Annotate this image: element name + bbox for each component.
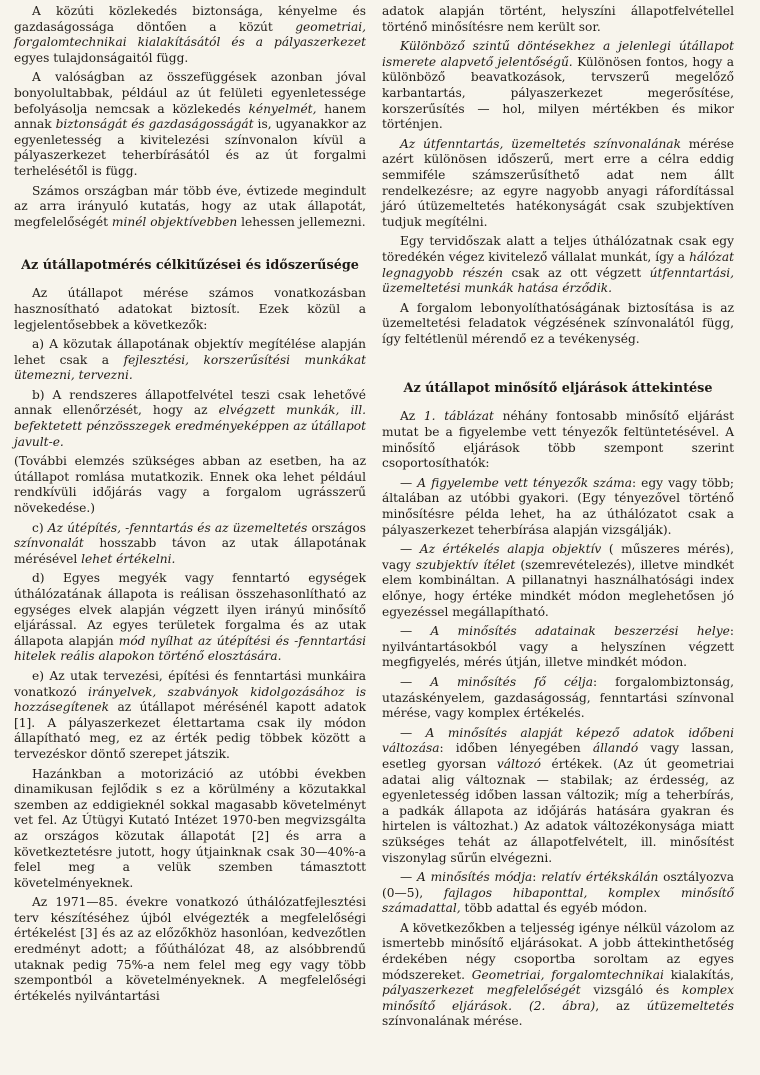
paragraph: Az útállapot mérése számos vonatkozásban hasznosítható adatokat biztosít. Ezek közül a legjelentősebbek a következők: (14, 286, 366, 332)
list-item: — Az értékelés alapja objektív ( műszeres mérés), vagy szubjektív ítélet (szemrevételezés), illetve mindkét elem kombináltan. A pillanatnyi használhatósági index előnye, hogy értéke mindkét módon meglehetősen jó egyezéssel megállapítható. (382, 542, 735, 619)
section-heading: Az útállapot minősítő eljárások áttekintése (403, 381, 713, 397)
paragraph: Különböző szintű döntésekhez a jelenlegi útállapot ismerete alapvető jelentőségű. Különösen fontos, hogy a különböző beavatkozások, tervszerű megelőző karbantartás, pályaszerkezet megerősítése, korszerűsítés — hol, milyen mértékben és mikor történjen. (382, 39, 735, 132)
list-item: a) A közutak állapotának objektív megítélése alapján lehet csak a fejlesztési, korszerűsítési munkákat ütemezni, tervezni. (14, 337, 366, 383)
list-item: d) Egyes megyék vagy fenntartó egységek úthálózatának állapota is reálisan összehasonlítható az egységes elvek alapján végzett ilyen irányú minősítő eljárással. Az egyes területek forgalma és az utak állapota alapján mód nyílhat az útépítési és -fenntartási hitelek reális alapokon történő elosztására. (14, 571, 366, 664)
paragraph: A forgalom lebonyolíthatóságának biztosítása is az üzemeltetési feladatok végzésének színvonalától függ, így feltétlenül mérendő ez a tevékenység. (382, 300, 734, 346)
list-item: — A figyelembe vett tényezők száma: egy vagy több; általában az utóbbi gyakori. (Egy tényezővel történő minősítésre példa lehet, ha az úthálózatot csak a pályaszerkezet teherbírása alapján vizsgálják). (382, 475, 734, 537)
paragraph: Az 1971—85. évekre vonatkozó úthálózatfejlesztési terv készítéséhez újból elvégezték a megfelelőségi értékelést [3] és az az előzőkhöz hasonlóan, kedvezőtlen eredményt adott; a főúthálózat 48, az alsóbbrendű utaknak pedig 75%-a nem felel meg egy vagy több szempontból a követelményeknek. A megfelelőségi értékelés nyilvántartási (14, 895, 366, 1003)
paragraph: adatok alapján történt, helyszíni állapotfelvétellel történő minősítésre nem került sor. (382, 4, 734, 34)
section-heading: Az útállapotmérés célkitűzései és időszerűsége (21, 258, 359, 274)
list-item: — A minősítés fő célja: forgalombiztonság, utazáskényelem, gazdaságosság, fenntartási színvonal mérése, vagy komplex értékelés. (382, 674, 735, 721)
paragraph: Az útfenntartás, üzemeltetés színvonalának mérése azért különösen időszerű, mert erre a célra eddig semmiféle számszerűsíthető adat nem állt rendelkezésre; az egyre nagyobb anyagi ráfordítással járó útüzemeltetés hatékonyságát csak szubjektíven tudjuk megítélni. (382, 136, 734, 229)
paragraph: Hazánkban a motorizáció az utóbbi években dinamikusan fejlődik s ez a körülmény a közutakkal szemben az eddigieknél sokkal magasabb követelményt vet fel. Az Útügyi Kutató Intézet 1970-ben megvizsgálta az országos közutak állapotát [2] és arra a következtetésre jutott, hogy útjainknak csak 30—40%-a felel meg a velük szemben támasztott követelményeknek. (14, 766, 366, 890)
list-item: — A minősítés adatainak beszerzési helye: nyilvántartásokból vagy a helyszínen végzett megfigyelés, mérés útján, illetve mindkét módon. (382, 624, 734, 670)
paragraph: A következőkben a teljesség igénye nélkül vázolom az ismertebb minősítő eljárásokat. A jobb áttekinthetőség érdekében négy csoportba soroltam az egyes módszereket. Geometriai, forgalomtechnikai kialakítás, pályaszerkezet megfelelőségét vizsgáló és komplex minősítő eljárások. (2. ábra), az útüzemeltetés színvonalának mérése. (382, 920, 735, 1029)
paragraph: A közúti közlekedés biztonsága, kényelme és gazdaságossága döntően a közút geometriai, forgalomtechnikai kialakításától és a pályaszerkezet egyes tulajdonságaitól függ. (14, 4, 366, 65)
list-item: b) A rendszeres állapotfelvétel teszi csak lehetővé annak ellenőrzését, hogy az elvégzett munkák, ill. befektetett pénzösszegek eredményeképpen az útállapot javult-e. (14, 387, 367, 449)
left-column (14, 4, 366, 1075)
list-item: e) Az utak tervezési, építési és fenntartási munkáira vonatkozó irányelvek, szabványok kidolgozásához is hozzásegítenek az útállapot mérésénél kapott adatok [1]. A pályaszerkezet élettartama csak ily módon állapítható meg, ez az érték pedig többek között a tervezéskor döntő szerepet játszik. (14, 668, 366, 761)
right-column (382, 4, 734, 1075)
list-item: c) Az útépítés, -fenntartás és az üzemeltetés országos színvonalát hosszabb távon az utak állapotának mérésével lehet értékelni. (14, 520, 366, 566)
list-item: — A minősítés alapját képező adatok időbeni változása: időben lényegében állandó vagy lassan, esetleg gyorsan változó értékek. (Az út geometriai adatai alig változnak — stabilak; az érdesség, az egyenletesség időben lassan változik; míg a teherbírás, a padkák állapota az időjárás hatására gyakran és hirtelen is változhat.) Az adatok változékonysága miatt szükséges tehát az állapotfelvételt, ill. minősítést viszonylag sűrűn elvégezni. (382, 725, 734, 865)
list-item: — A minősítés módja: relatív értékskálán osztályozva (0—5), fajlagos hibaponttal, komplex minősítő számadattal, több adattal és egyéb módon. (382, 870, 734, 916)
paragraph: (További elemzés szükséges abban az esetben, ha az útállapot romlása mutatkozik. Ennek oka lehet például rendkívüli időjárás vagy a forgalom ugrásszerű növekedése.) (14, 454, 366, 516)
paragraph: Az 1. táblázat néhány fontosabb minősítő eljárást mutat be a figyelembe vett tényezők feltüntetésével. A minősítő eljárások több szempont szerint csoportosíthatók: (382, 409, 734, 471)
paragraph: Számos országban már több éve, évtizede megindult az arra irányuló kutatás, hogy az utak állapotát, megfelelőségét minél objektívebben lehessen jellemezni. (14, 183, 366, 229)
paragraph: Egy tervidőszak alatt a teljes úthálózatnak csak egy töredékén végez kivitelező vállalat munkát, így a hálózat legnagyobb részén csak az ott végzett útfenntartási, üzemeltetési munkák hatása érződik. (382, 234, 735, 296)
paragraph: A valóságban az összefüggések azonban jóval bonyolultabbak, például az út felületi egyenletessége befolyásolja nemcsak a közlekedés kényelmét, hanem annak biztonságát és gazdaságosságát is, ugyanakkor az egyenletesség a kivitelezési színvonalon kívül a pályaszerkezet teherbírásától és az út forgalmi terhelésétől is függ. (14, 70, 367, 178)
